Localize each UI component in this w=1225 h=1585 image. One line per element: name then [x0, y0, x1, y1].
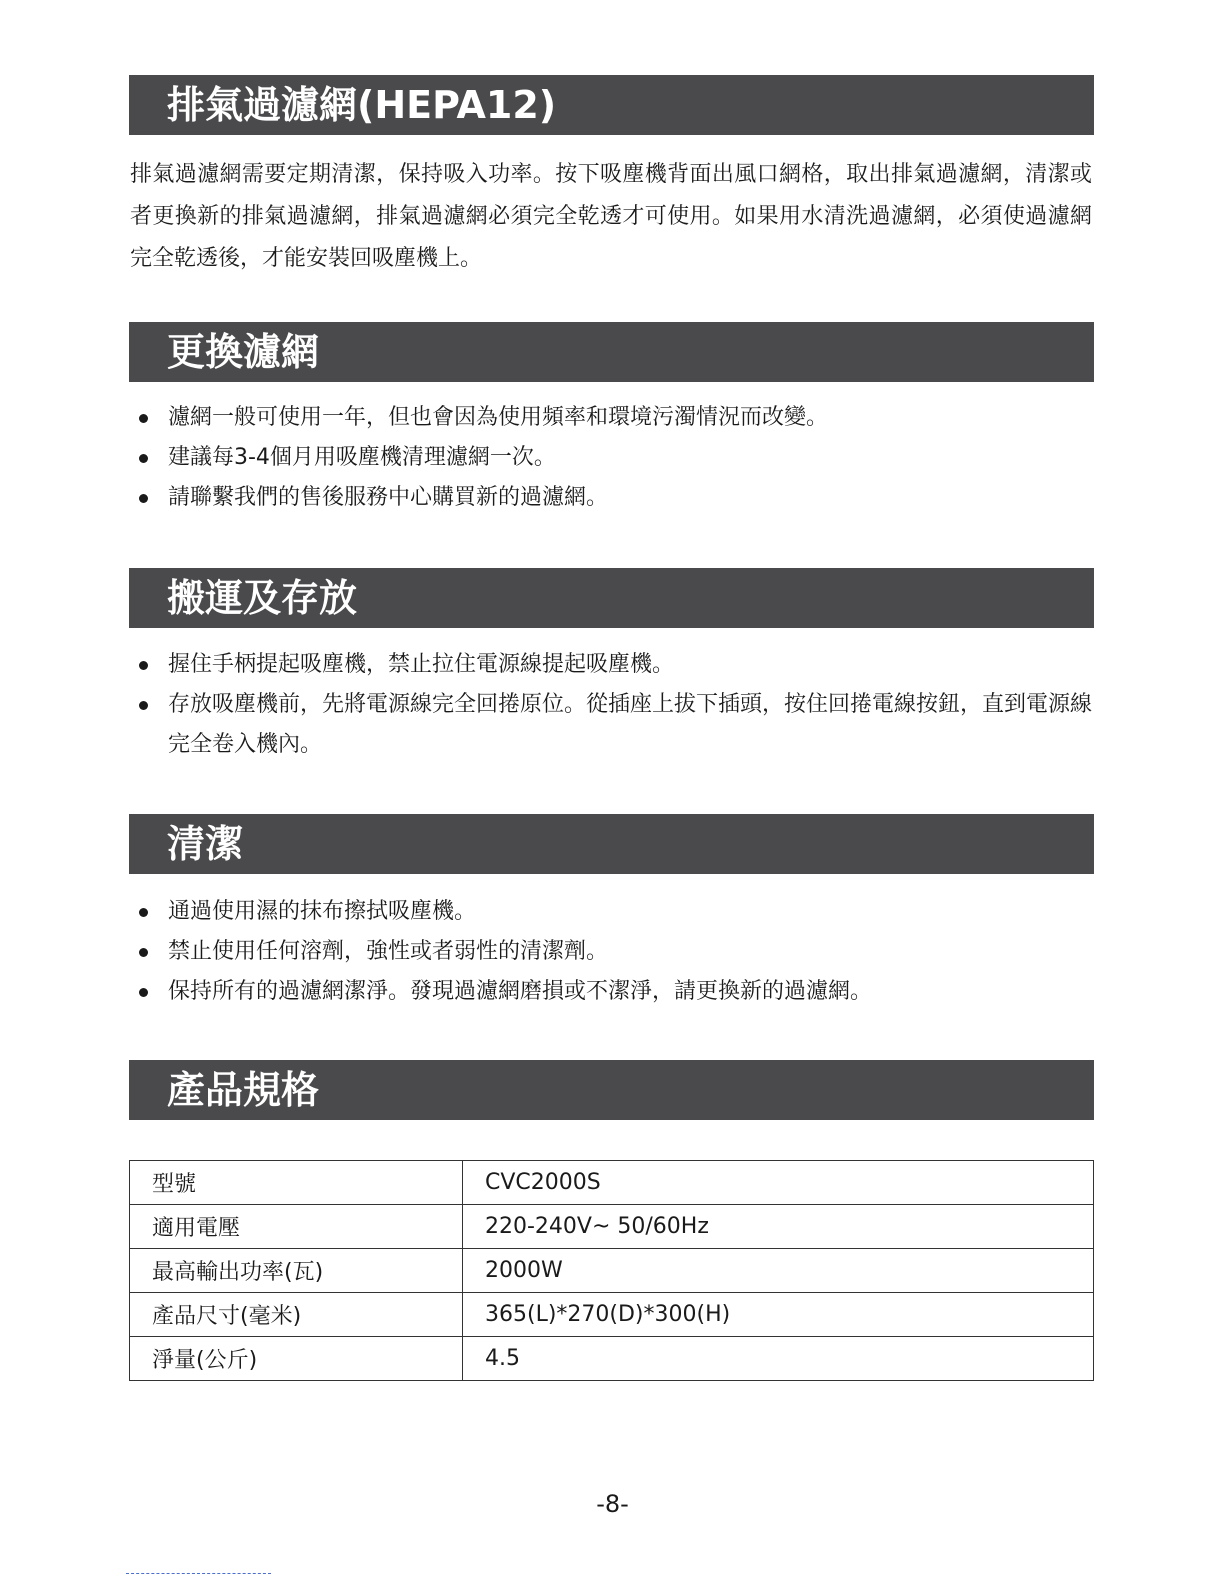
spec-value: CVC2000S: [463, 1161, 1094, 1205]
replace-filter-list: [130, 398, 1092, 518]
section-title-exhaust-filter: 排氣過濾網(HEPA12): [129, 75, 1094, 135]
list-item: [130, 972, 1092, 1012]
list-item-text: 濾網一般可使用一年，但也會因為使用頻率和環境污濁情況而改變。: [168, 405, 829, 430]
list-item: [130, 478, 1092, 518]
section-title-cleaning: 清潔: [129, 814, 1094, 874]
list-item-text: 存放吸塵機前，先將電源線完全回捲原位。從插座上拔下插頭，按住回捲電線按鈕，直到電源線完全卷入機內。: [168, 692, 1093, 757]
bullet-icon: [139, 701, 148, 710]
spec-value: 365(L)*270(D)*300(H): [463, 1293, 1094, 1337]
list-item-text: 禁止使用任何溶劑，強性或者弱性的清潔劑。: [168, 939, 609, 964]
table-row: [130, 1337, 1094, 1381]
list-item: [130, 645, 1092, 685]
list-item-text: 通過使用濕的抹布擦拭吸塵機。: [168, 899, 477, 924]
section-title-specifications: 產品規格: [129, 1060, 1094, 1120]
spec-label: 適用電壓: [130, 1205, 463, 1249]
bullet-icon: [139, 661, 148, 670]
spec-table: [129, 1160, 1094, 1381]
list-item-text: 握住手柄提起吸塵機，禁止拉住電源線提起吸塵機。: [168, 652, 675, 677]
page-number: -8-: [596, 1490, 629, 1518]
transport-storage-list: [130, 645, 1092, 765]
spec-label: 型號: [130, 1161, 463, 1205]
list-item: [130, 438, 1092, 478]
list-item: [130, 398, 1092, 438]
bullet-icon: [139, 948, 148, 957]
table-row: [130, 1293, 1094, 1337]
list-item: [130, 892, 1092, 932]
bullet-icon: [139, 454, 148, 463]
list-item-text: 請聯繫我們的售後服務中心購買新的過濾網。: [168, 485, 609, 510]
list-item: [130, 685, 1092, 765]
exhaust-filter-paragraph: 排氣過濾網需要定期清潔，保持吸入功率。按下吸塵機背面出風口網格，取出排氣過濾網，清潔或者更換新的排氣過濾網，排氣過濾網必須完全乾透才可使用。如果用水清洗過濾網，必須使過濾網完全乾透後，才能安裝回吸塵機上。: [130, 162, 1092, 271]
spec-value: 2000W: [463, 1249, 1094, 1293]
bullet-icon: [139, 988, 148, 997]
list-item: [130, 932, 1092, 972]
cleaning-list: [130, 892, 1092, 1012]
table-row: [130, 1205, 1094, 1249]
bullet-icon: [139, 908, 148, 917]
footer-divider: [126, 1573, 271, 1574]
spec-label: 最高輸出功率(瓦): [130, 1249, 463, 1293]
list-item-text: 保持所有的過濾網潔淨。發現過濾網磨損或不潔淨，請更換新的過濾網。: [168, 979, 873, 1004]
spec-label: 產品尺寸(毫米): [130, 1293, 463, 1337]
section-title-transport-storage: 搬運及存放: [129, 568, 1094, 628]
table-row: [130, 1161, 1094, 1205]
spec-label: 淨量(公斤): [130, 1337, 463, 1381]
list-item-text: 建議每3-4個月用吸塵機清理濾網一次。: [168, 445, 556, 470]
bullet-icon: [139, 494, 148, 503]
spec-value: 4.5: [463, 1337, 1094, 1381]
bullet-icon: [139, 414, 148, 423]
section-title-replace-filter: 更換濾網: [129, 322, 1094, 382]
table-row: [130, 1249, 1094, 1293]
spec-value: 220-240V~ 50/60Hz: [463, 1205, 1094, 1249]
